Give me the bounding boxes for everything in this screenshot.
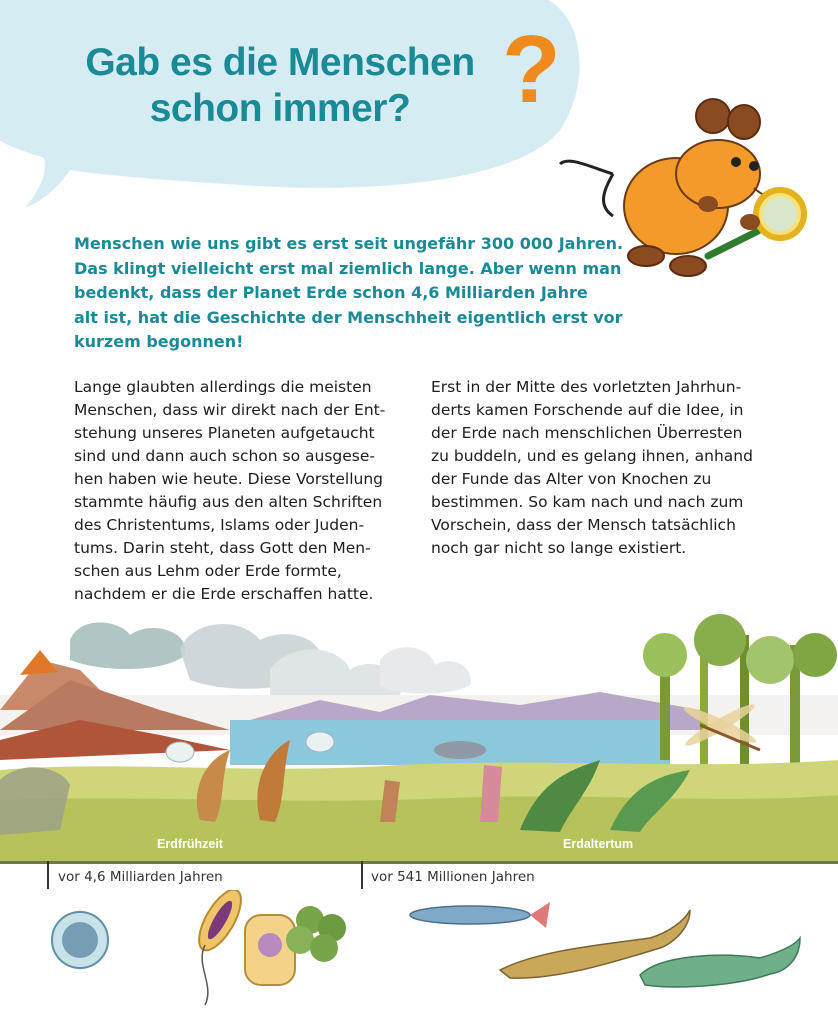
era-label-precambrian: Erdfrühzeit (157, 837, 223, 851)
timeline-tick-2 (361, 861, 363, 889)
question-mark-icon: ? (502, 16, 561, 123)
early-life-illustration (0, 890, 838, 1020)
time-label-precambrian: vor 4,6 Milliarden Jahren (58, 869, 223, 885)
prehistoric-landscape-illustration (0, 600, 838, 862)
body-column-left: Lange glaubten allerdings die meisten Menschen, dass wir direkt nach der Ent- stehung unseres Planeten aufgetaucht sind und dann auch schon so ausgese- hen haben wie heute. Diese Vorstellung stammte häufig aus den alten Schriften des Christentums, Islams oder Juden- tums. Darin steht, dass Gott den Men- schen aus Lehm oder Erde formte, nachdem er die Erde erschaffen hatte. (74, 378, 386, 603)
era-label-paleozoic: Erdaltertum (563, 837, 634, 851)
timeline-bar (0, 861, 838, 864)
time-label-paleozoic: vor 541 Millionen Jahren (371, 869, 535, 885)
page-title: Gab es die Menschen schon immer? (85, 41, 475, 130)
intro-paragraph: Menschen wie uns gibt es erst seit ungefähr 300 000 Jahren. Das klingt vielleicht erst mal ziemlich lange. Aber wenn man bedenkt, dass der Planet Erde schon 4,6 Milliarden Jahre alt ist, hat die Geschichte der Menschheit eigentlich erst vor kurzem begonnen! (74, 234, 624, 351)
body-column-right: Erst in der Mitte des vorletzten Jahrhun- derts kamen Forschende auf die Idee, in der Erde nach menschlichen Überresten zu buddeln, und es gelang ihnen, anhand der Funde das Alter von Knochen zu bestimmen. So kam nach und nach zum Vorschein, dass der Mensch tatsächlich noch gar nicht so lange existiert. (431, 378, 753, 557)
timeline-tick-1 (47, 861, 49, 889)
